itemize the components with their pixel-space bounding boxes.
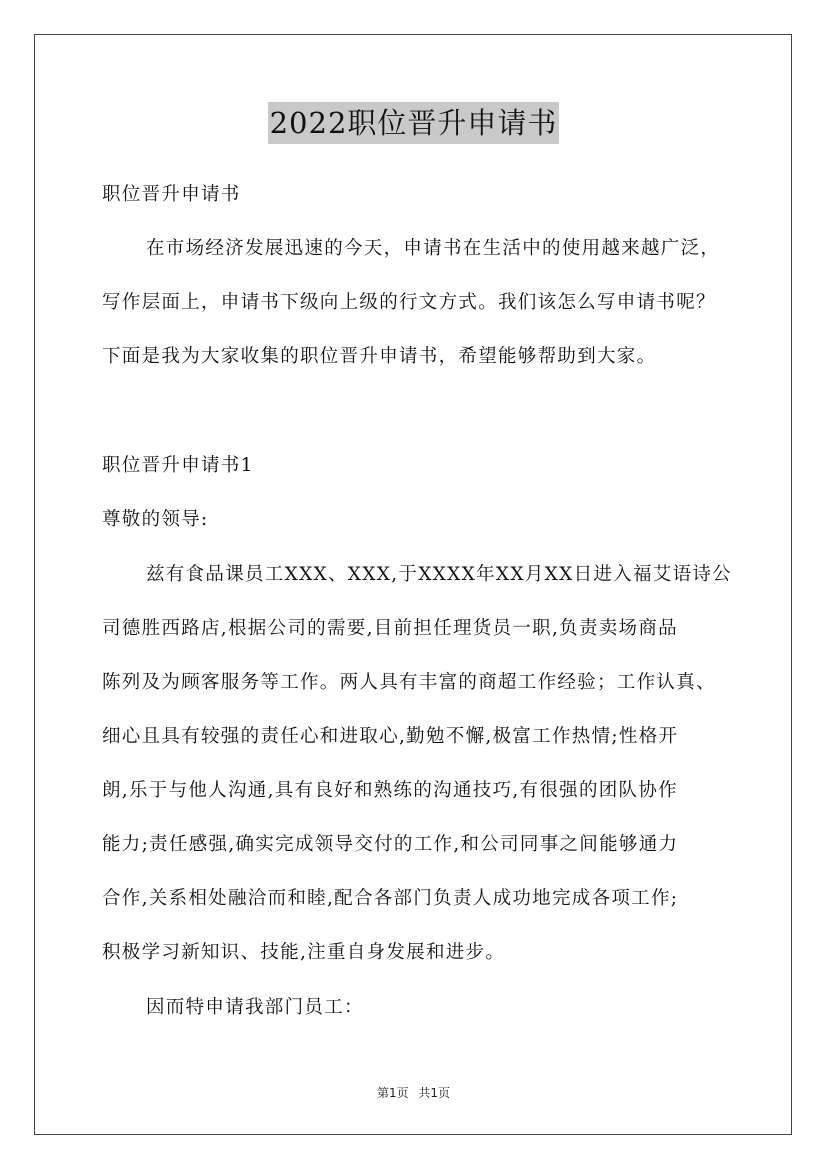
body-paragraph-line: 朗,乐于与他人沟通,具有良好和熟练的沟通技巧,有很强的团队协作 — [102, 780, 678, 801]
page-footer — [0, 1084, 827, 1101]
intro-paragraph-line: 在市场经济发展迅速的今天，申请书在生活中的使用越来越广泛， — [146, 238, 721, 259]
body-paragraph-line: 积极学习新知识、技能,注重自身发展和进步。 — [102, 942, 506, 963]
body-paragraph-line: 兹有食品课员工XXX、XXX,于XXXX年XX月XX日进入福艾语诗公 — [146, 564, 732, 585]
intro-paragraph-line: 写作层面上，申请书下级向上级的行文方式。我们该怎么写申请书呢？ — [102, 292, 716, 313]
title-block — [0, 102, 827, 144]
document-title: 2022职位晋升申请书 — [268, 102, 560, 144]
body-paragraph-line: 合作,关系相处融洽而和睦,配合各部门负责人成功地完成各项工作; — [102, 888, 679, 909]
page-total: 共1页 — [418, 1086, 451, 1100]
body-paragraph-line: 司德胜西路店,根据公司的需要,目前担任理货员一职,负责卖场商品 — [102, 618, 678, 639]
page-number: 第1页 — [376, 1086, 409, 1100]
intro-paragraph-line: 下面是我为大家收集的职位晋升申请书，希望能够帮助到大家。 — [102, 346, 657, 367]
body-paragraph-line: 陈列及为顾客服务等工作。两人具有丰富的商超工作经验；工作认真、 — [102, 672, 716, 693]
closing-line: 因而特申请我部门员工： — [146, 997, 364, 1018]
body-paragraph-line: 能力;责任感强,确实完成领导交付的工作,和公司同事之间能够通力 — [102, 834, 679, 855]
salutation: 尊敬的领导: — [102, 509, 209, 530]
body-paragraph-line: 细心且具有较强的责任心和进取心,勤勉不懈,极富工作热情;性格开 — [102, 726, 679, 747]
section-heading: 职位晋升申请书1 — [102, 455, 254, 476]
intro-heading: 职位晋升申请书 — [102, 184, 241, 205]
